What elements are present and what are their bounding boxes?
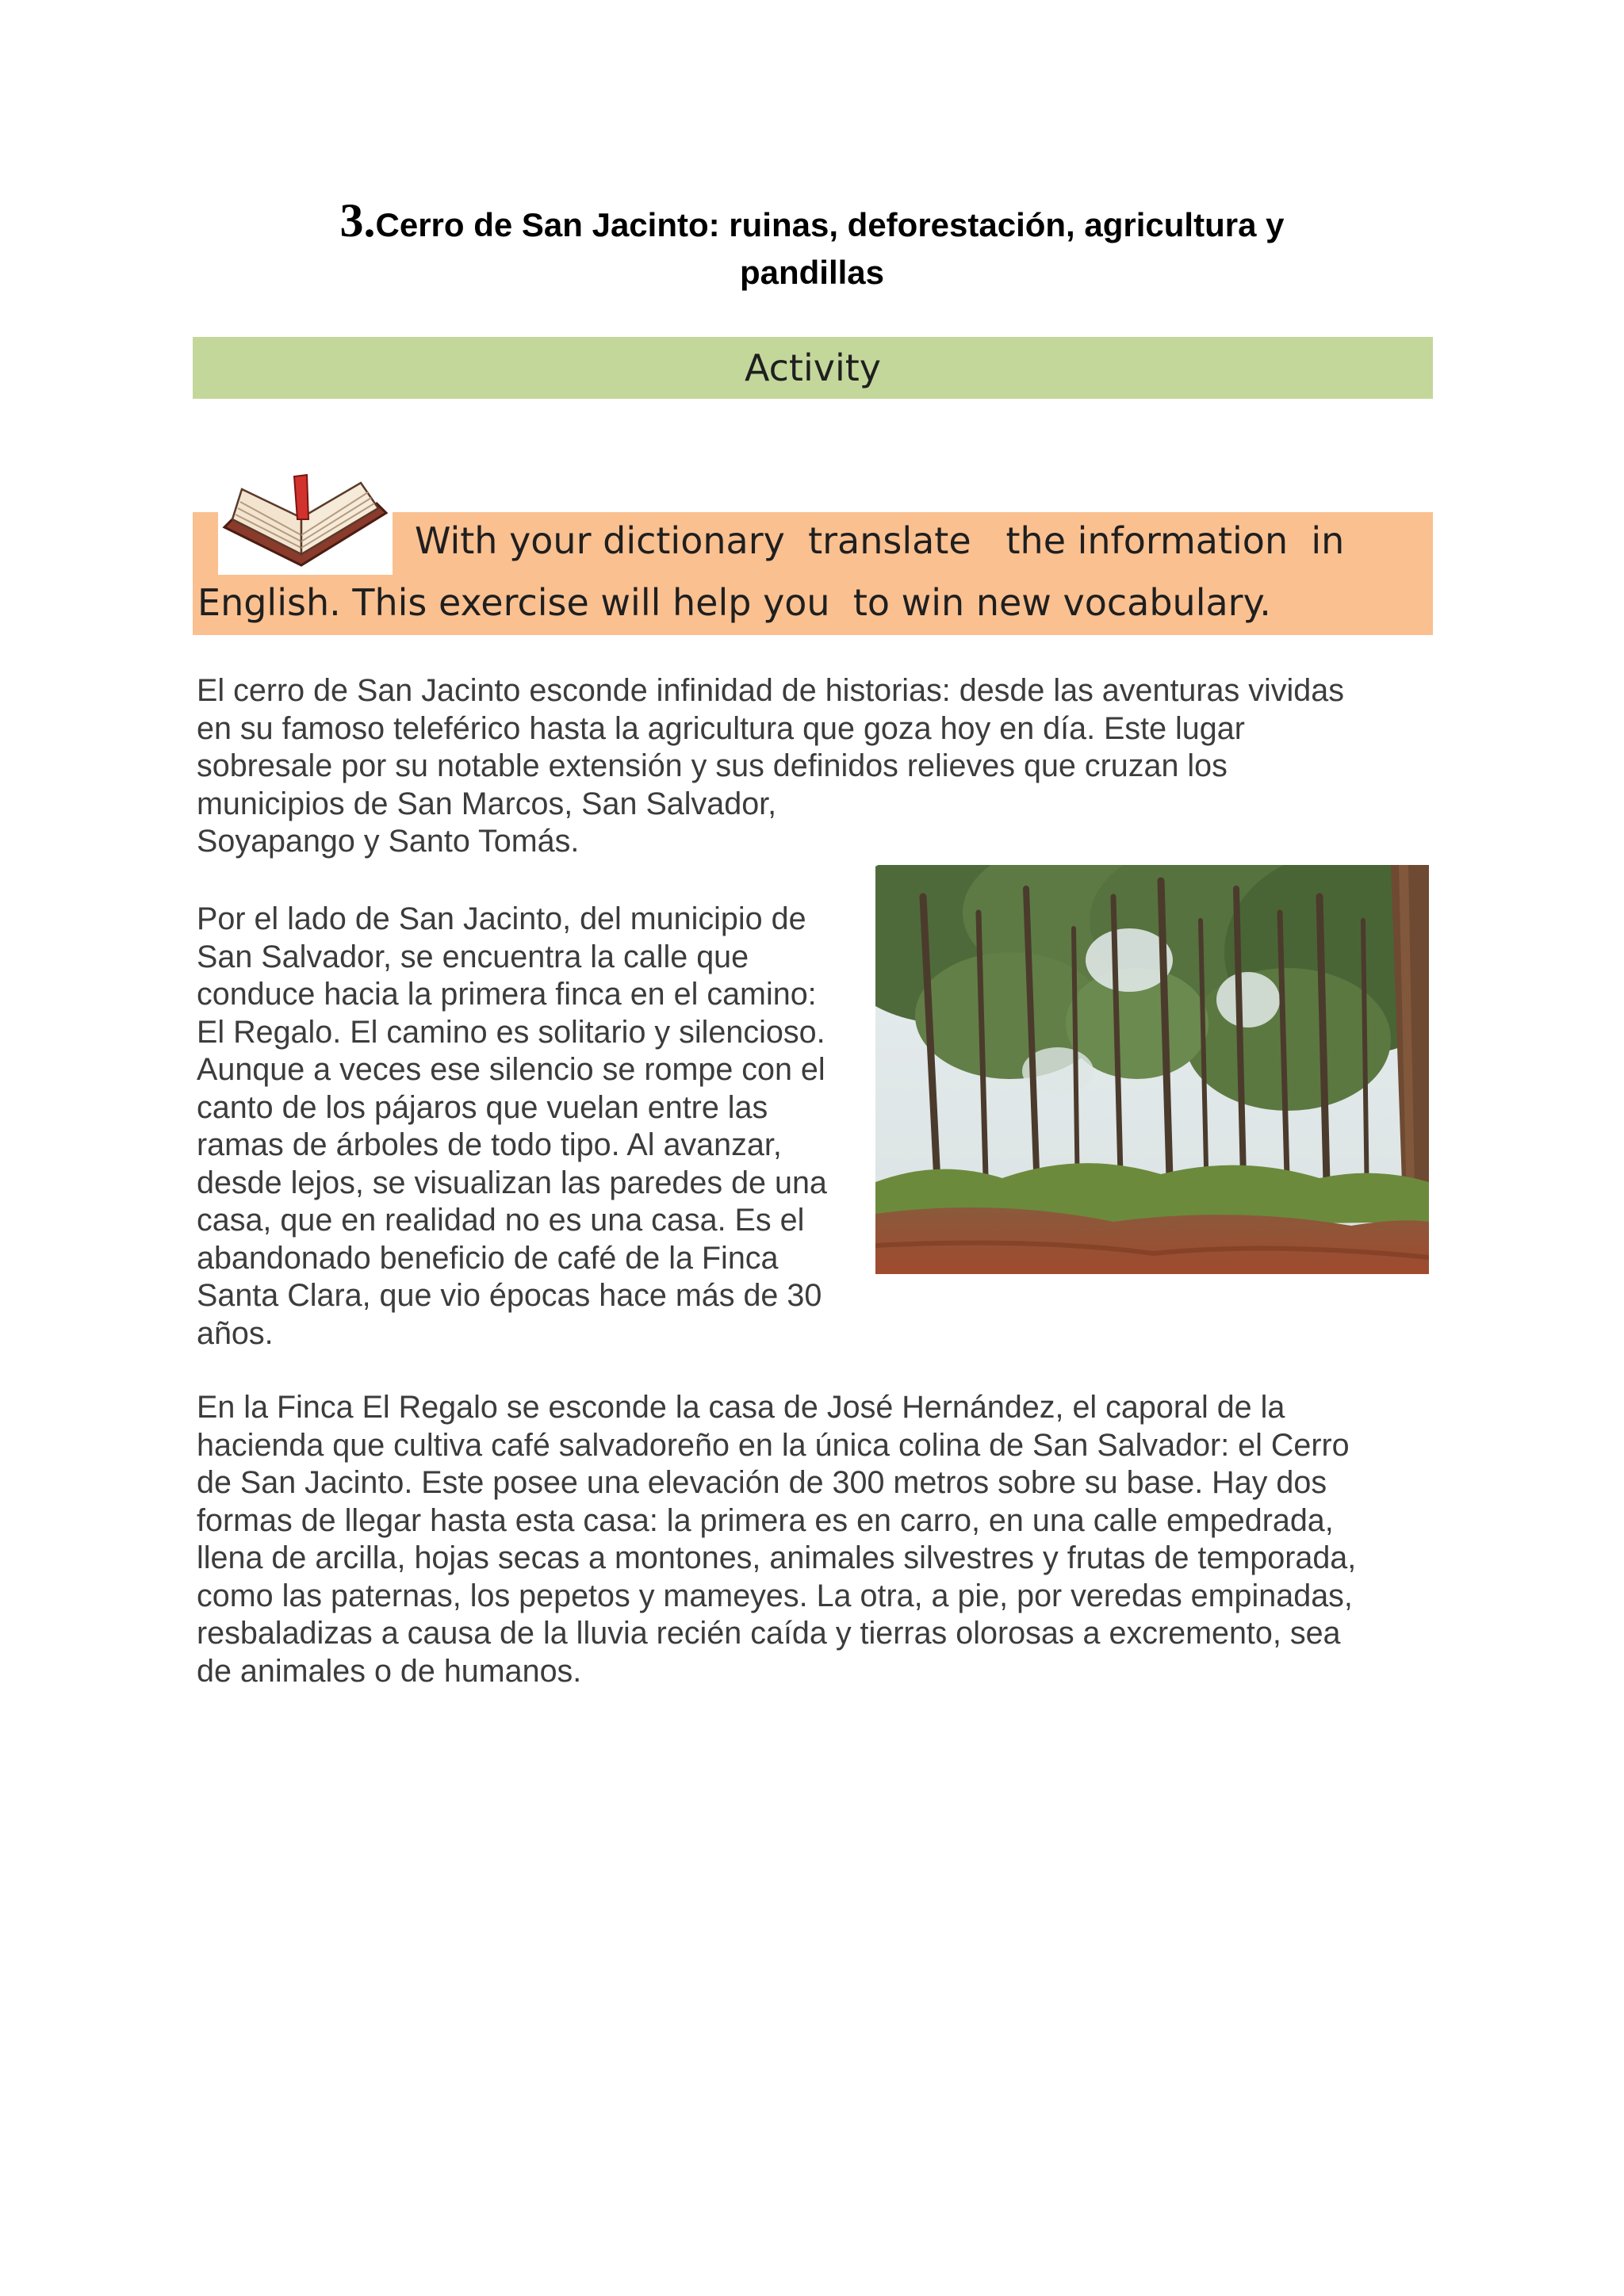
- paragraph-line: sobresale por su notable extensión y sus definidos relieves que cruzan los: [197, 748, 1228, 783]
- paragraph-line: Santa Clara, que vio épocas hace más de 30: [197, 1278, 822, 1313]
- paragraph-line: abandonado beneficio de café de la Finca: [197, 1240, 779, 1276]
- open-book-illustration: [218, 472, 393, 575]
- paragraph-line: conduce hacia la primera finca en el camino:: [197, 977, 817, 1012]
- paragraph-line: casa, que en realidad no es una casa. Es el: [197, 1203, 805, 1238]
- paragraph-line: desde lejos, se visualizan las paredes de una: [197, 1165, 827, 1200]
- instruction-line-2: English. This exercise will help you to win new vocabulary.: [197, 581, 1271, 624]
- paragraph-line: En la Finca El Regalo se esconde la casa de José Hernández, el caporal de la: [197, 1390, 1285, 1425]
- title-text-1: Cerro de San Jacinto: ruinas, deforestación, agricultura y: [375, 206, 1285, 243]
- activity-banner: Activity: [193, 337, 1433, 399]
- title-line-2: pandillas: [739, 254, 885, 291]
- page-title: [238, 194, 1386, 297]
- open-book-icon: [218, 472, 393, 575]
- pine-forest-image: [875, 865, 1429, 1274]
- section-number: 3.: [339, 194, 376, 247]
- paragraph-line: El cerro de San Jacinto esconde infinidad de historias: desde las aventuras vividas: [197, 673, 1344, 708]
- paragraph-line: canto de los pájaros que vuelan entre las: [197, 1089, 768, 1125]
- paragraph-line: Por el lado de San Jacinto, del municipio de: [197, 901, 806, 936]
- paragraph-line: El Regalo. El camino es solitario y silencioso.: [197, 1014, 825, 1050]
- paragraph-line: años.: [197, 1315, 274, 1351]
- paragraph-line: de animales o de humanos.: [197, 1653, 582, 1689]
- paragraph-1: [197, 672, 1434, 861]
- paragraph-line: San Salvador, se encuentra la calle que: [197, 939, 749, 974]
- paragraph-line: como las paternas, los pepetos y mameyes. La otra, a pie, por veredas empinadas,: [197, 1578, 1353, 1613]
- paragraph-line: Aunque a veces ese silencio se rompe con el: [197, 1052, 825, 1087]
- paragraph-line: de San Jacinto. Este posee una elevación de 300 metros sobre su base. Hay dos: [197, 1465, 1327, 1500]
- paragraph-2: [197, 901, 864, 1353]
- paragraph-3: [197, 1389, 1434, 1690]
- title-line-1: [238, 194, 1386, 249]
- paragraph-line: hacienda que cultiva café salvadoreño en la única colina de San Salvador: el Cerro: [197, 1427, 1350, 1463]
- paragraph-line: formas de llegar hasta esta casa: la primera es en carro, en una calle empedrada,: [197, 1502, 1334, 1538]
- instruction-line-1: With your dictionary translate the information in: [415, 519, 1345, 562]
- paragraph-line: ramas de árboles de todo tipo. Al avanzar,: [197, 1127, 782, 1162]
- paragraph-line: municipios de San Marcos, San Salvador,: [197, 786, 777, 821]
- forest-photo: [875, 865, 1429, 1274]
- paragraph-line: resbaladizas a causa de la lluvia recién caída y tierras olorosas a excremento, sea: [197, 1616, 1341, 1651]
- paragraph-line: en su famoso teleférico hasta la agricultura que goza hoy en día. Este lugar: [197, 710, 1245, 746]
- paragraph-line: llena de arcilla, hojas secas a montones, animales silvestres y frutas de temporada,: [197, 1540, 1357, 1575]
- paragraph-line: Soyapango y Santo Tomás.: [197, 824, 580, 859]
